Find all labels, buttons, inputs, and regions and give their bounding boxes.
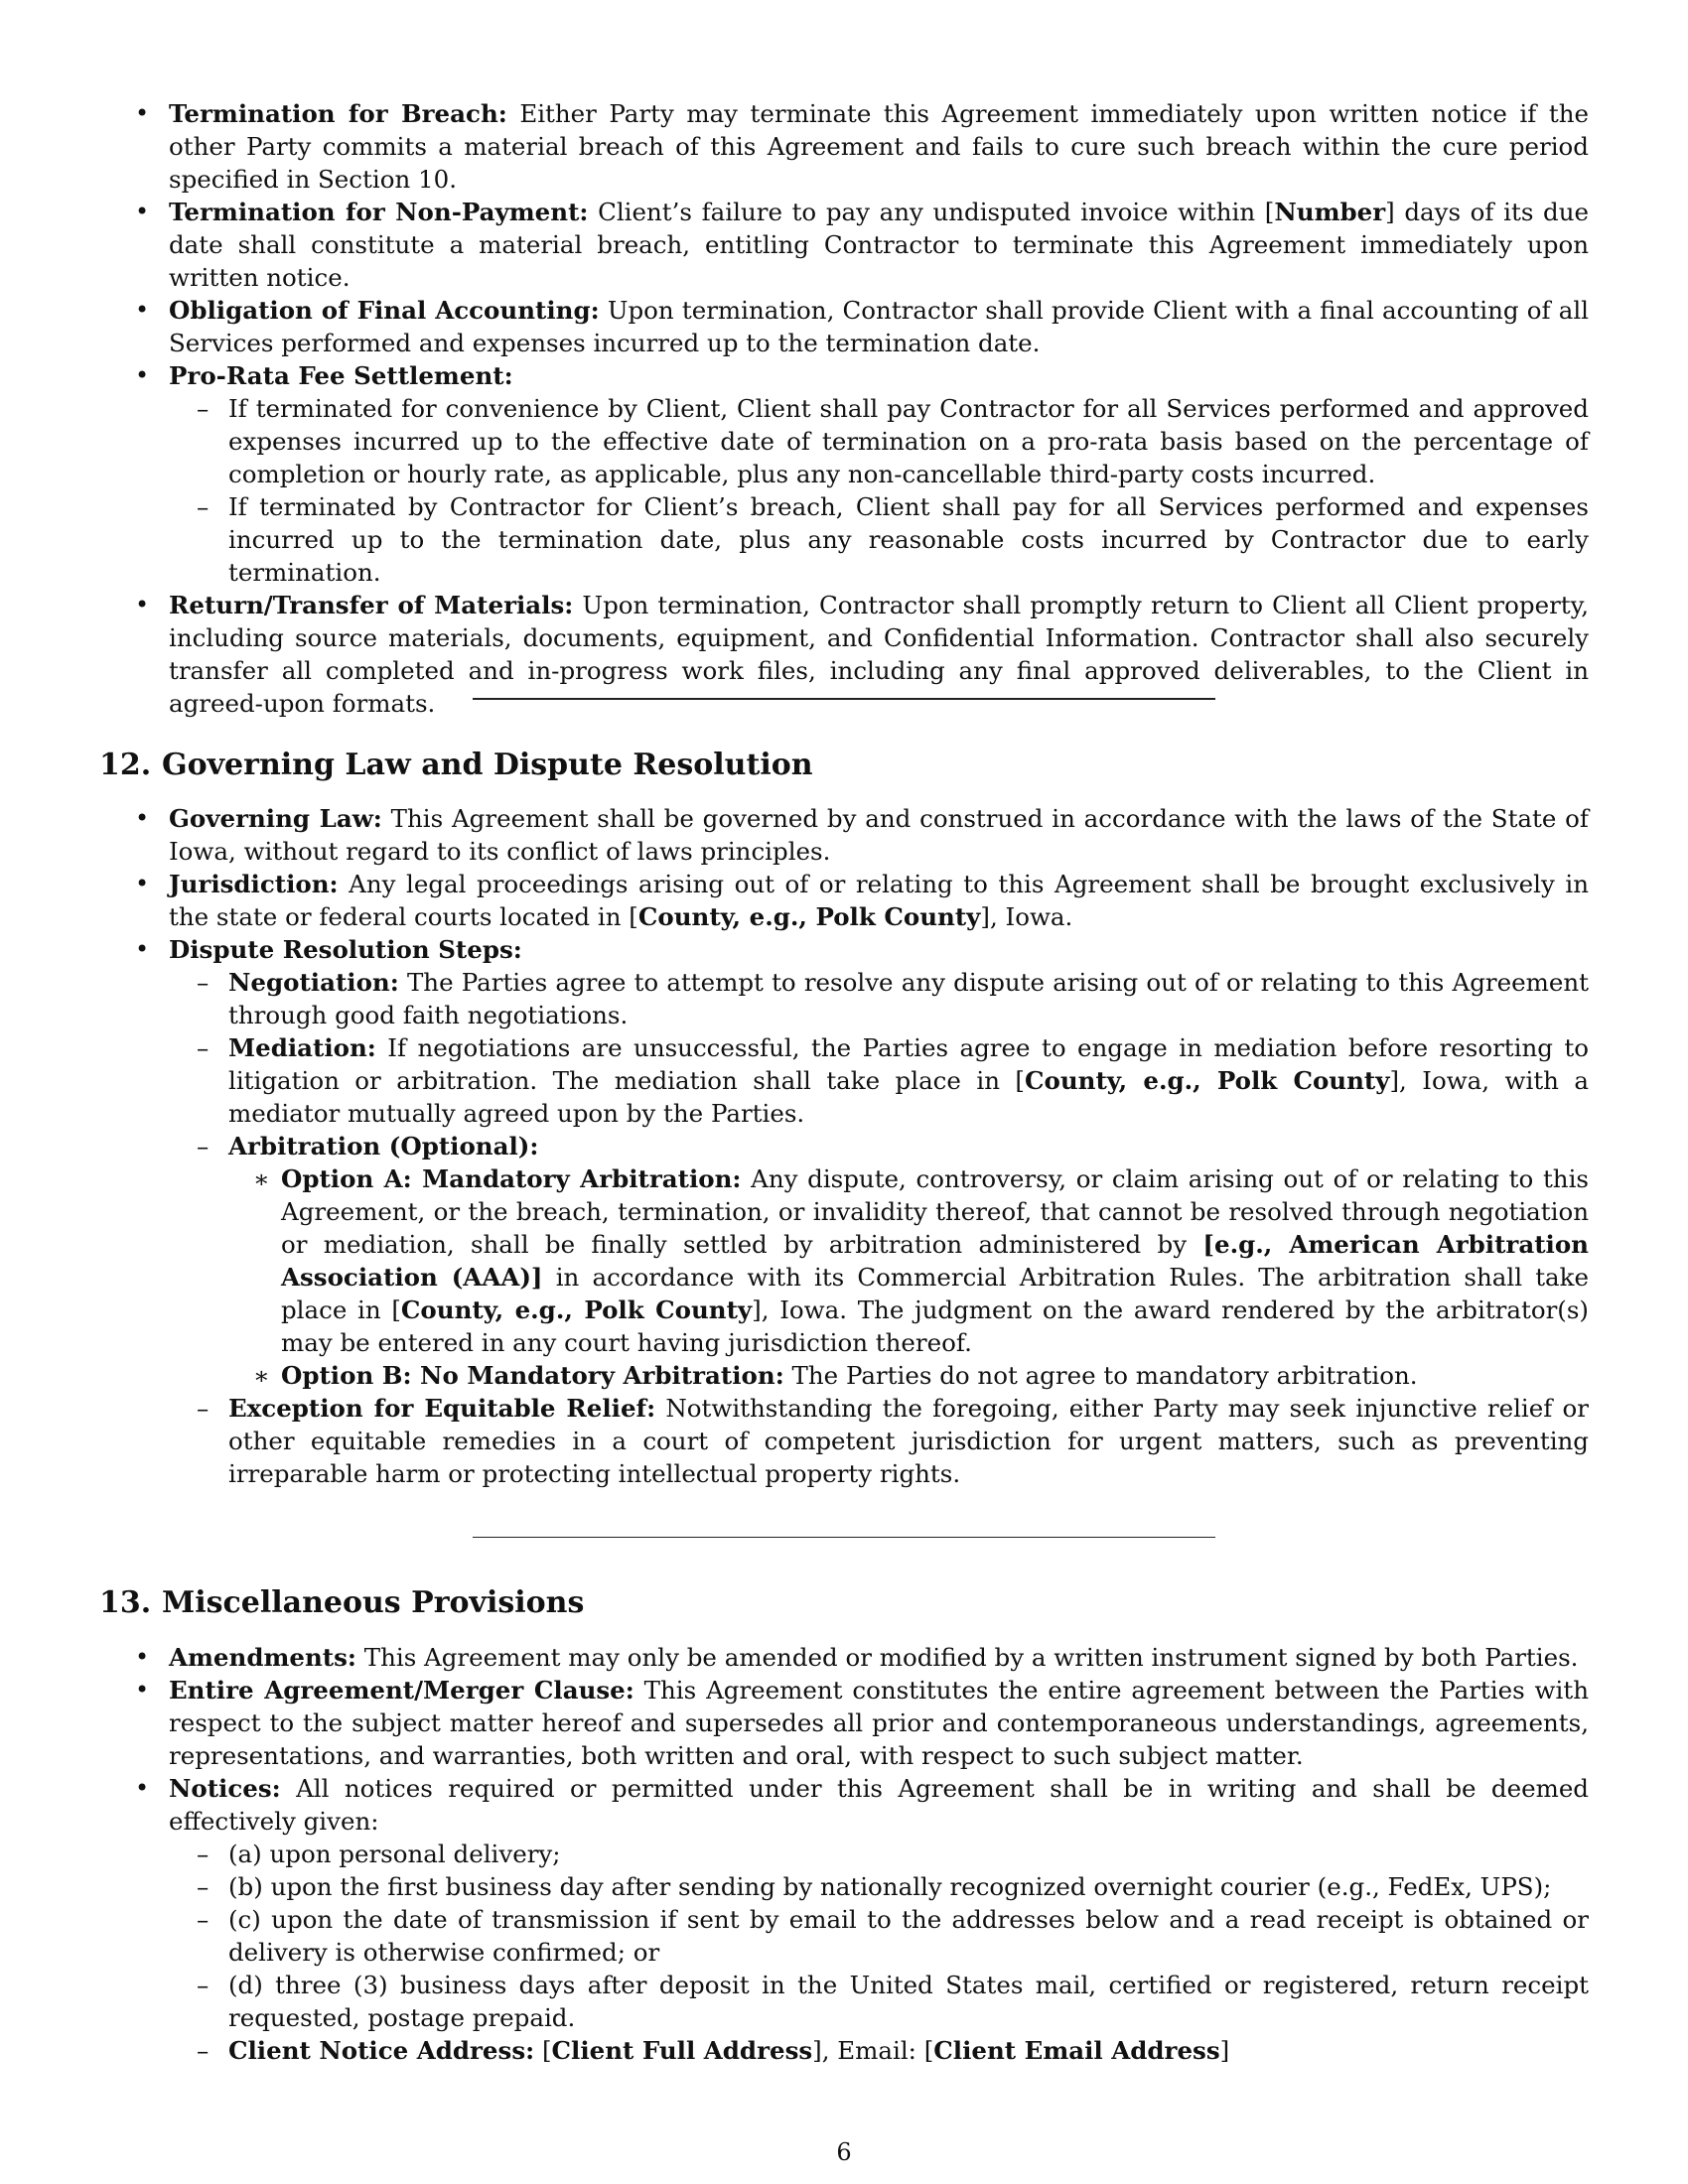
sub-item-arbitration: – Arbitration (Optional): ∗ Option A: Mandatory Arbitration: Any dispute, controversy, or claim arising out of or relating to this Agreement, or the breach, termination, or invalidity thereof, that cannot be resolved through negotiation or mediation, shall be finally settled by arbitration administered by [e.g., American Arbitration Association (AAA)] in accordance with its Commercial Arbitration Rules. The arbitration shall take place in [County, e.g., Polk County], Iowa. The judgment on the award rendered by the arbitrator(s) may be entered in any court having jurisdiction thereof. ∗ Option B: No Mandatory Arbitration: The Parties do not agree to mandatory arbitration. bbox=[99, 1130, 1589, 1392]
client-notice-address: – Client Notice Address: [Client Full Address], Email: [Client Email Address] bbox=[99, 2034, 1589, 2067]
section-12-body bbox=[99, 802, 1589, 1490]
list-item-amendments: • Amendments: This Agreement may only be amended or modified by a written instrument signed by both Parties. bbox=[99, 1641, 1589, 1674]
list-item-termination-breach: • Termination for Breach: Either Party may terminate this Agreement immediately upon written notice if the other Party commits a material breach of this Agreement and fails to cure such breach within the cure period specified in Section 10. bbox=[99, 97, 1589, 196]
list-item-dispute-steps: • Dispute Resolution Steps: – Negotiation: The Parties agree to attempt to resolve any dispute arising out of or relating to this Agreement through good faith negotiations. – Mediation: If negotiations are unsuccessful, the Parties agree to engage in mediation before resorting to litigation or arbitration. The mediation shall take place in [County, e.g., Polk County], Iowa, with a mediator mutually agreed upon by the Parties. – Arbitration (Optional): ∗ Option A: Mandatory Arbitration: Any dispute, controversy, or claim arising out of or relating to this Agreement, or the breach, termination, or invalidity thereof, that cannot be resolved through negotiation or mediation, shall be finally settled by arbitration administered by [e.g., American Arbitration Association (AAA)] in accordance with its Commercial Arbitration Rules. The arbitration shall take place in [County, e.g., Polk County], Iowa. The judgment on the award rendered by the arbitrator(s) may be entered in any court having jurisdiction thereof. ∗ Option B: No Mandatory Arbitration: The Parties do not agree to mandatory arbitration. – Exception for Equitable Relief: Notwithstanding the foregoing, either Party may seek injunctive relief or other equitable remedies in a court of competent jurisdiction for urgent matters, such as preventing irreparable harm or protecting intellectual property rights. bbox=[99, 933, 1589, 1490]
section-11-continued bbox=[99, 97, 1589, 720]
notice-option-b: – (b) upon the first business day after sending by nationally recognized overnight courier (e.g., FedEx, UPS); bbox=[99, 1870, 1589, 1903]
option-a-mandatory-arbitration: ∗ Option A: Mandatory Arbitration: Any dispute, controversy, or claim arising out of or relating to this Agreement, or the breach, termination, or invalidity thereof, that cannot be resolved through negotiation or mediation, shall be finally settled by arbitration administered by [e.g., American Arbitration Association (AAA)] in accordance with its Commercial Arbitration Rules. The arbitration shall take place in [County, e.g., Polk County], Iowa. The judgment on the award rendered by the arbitrator(s) may be entered in any court having jurisdiction thereof. bbox=[99, 1162, 1589, 1359]
sub-item-prorata-breach: – If terminated by Contractor for Client’s breach, Client shall pay for all Services performed and expenses incurred up to the termination date, plus any reasonable costs incurred by Contractor due to early termination. bbox=[99, 490, 1589, 589]
section-13-body bbox=[99, 1641, 1589, 2067]
list-item-final-accounting: • Obligation of Final Accounting: Upon termination, Contractor shall provide Client with a final accounting of all Services performed and expenses incurred up to the termination date. bbox=[99, 294, 1589, 359]
sub-item-mediation: – Mediation: If negotiations are unsuccessful, the Parties agree to engage in mediation before resorting to litigation or arbitration. The mediation shall take place in [County, e.g., Polk County], Iowa, with a mediator mutually agreed upon by the Parties. bbox=[99, 1031, 1589, 1130]
sub-item-equitable-relief: – Exception for Equitable Relief: Notwithstanding the foregoing, either Party may seek injunctive relief or other equitable remedies in a court of competent jurisdiction for urgent matters, such as preventing irreparable harm or protecting intellectual property rights. bbox=[99, 1392, 1589, 1490]
list-item-prorata-fee: • Pro-Rata Fee Settlement: – If terminated for convenience by Client, Client shall pay Contractor for all Services performed and approved expenses incurred up to the effective date of termination on a pro-rata basis based on the percentage of completion or hourly rate, as applicable, plus any non-cancellable third-party costs incurred. – If terminated by Contractor for Client’s breach, Client shall pay for all Services performed and expenses incurred up to the termination date, plus any reasonable costs incurred by Contractor due to early termination. bbox=[99, 359, 1589, 589]
option-b-no-arbitration: ∗ Option B: No Mandatory Arbitration: The Parties do not agree to mandatory arbitration. bbox=[99, 1359, 1589, 1392]
notice-option-d: – (d) three (3) business days after deposit in the United States mail, certified or registered, return receipt requested, postage prepaid. bbox=[99, 1969, 1589, 2034]
list-item-jurisdiction: • Jurisdiction: Any legal proceedings arising out of or relating to this Agreement shall be brought exclusively in the state or federal courts located in [County, e.g., Polk County], Iowa. bbox=[99, 868, 1589, 933]
list-item-termination-nonpayment: • Termination for Non-Payment: Client’s failure to pay any undisputed invoice within [Number] days of its due date shall constitute a material breach, entitling Contractor to terminate this Agreement immediately upon written notice. bbox=[99, 196, 1589, 294]
list-item-governing-law: • Governing Law: This Agreement shall be governed by and construed in accordance with the laws of the State of Iowa, without regard to its conflict of laws principles. bbox=[99, 802, 1589, 868]
list-item-notices: • Notices: All notices required or permitted under this Agreement shall be in writing and shall be deemed effectively given: – (a) upon personal delivery; – (b) upon the first business day after sending by nationally recognized overnight courier (e.g., FedEx, UPS); – (c) upon the date of transmission if sent by email to the addresses below and a read receipt is obtained or delivery is otherwise confirmed; or – (d) three (3) business days after deposit in the United States mail, certified or registered, return receipt requested, postage prepaid. – Client Notice Address: [Client Full Address], Email: [Client Email Address] bbox=[99, 1772, 1589, 2067]
list-item-return-materials: • Return/Transfer of Materials: Upon termination, Contractor shall promptly return to Client all Client property, including source materials, documents, equipment, and Confidential Information. Contractor shall also securely transfer all completed and in-progress work files, including any final approved deliverables, to the Client in agreed-upon formats. bbox=[99, 589, 1589, 720]
page-number: 6 bbox=[836, 2138, 852, 2166]
notice-option-c: – (c) upon the date of transmission if sent by email to the addresses below and a read receipt is obtained or delivery is otherwise confirmed; or bbox=[99, 1903, 1589, 1969]
sub-item-negotiation: – Negotiation: The Parties agree to attempt to resolve any dispute arising out of or relating to this Agreement through good faith negotiations. bbox=[99, 966, 1589, 1031]
sub-item-prorata-convenience: – If terminated for convenience by Client, Client shall pay Contractor for all Services performed and approved expenses incurred up to the effective date of termination on a pro-rata basis based on the percentage of completion or hourly rate, as applicable, plus any non-cancellable third-party costs incurred. bbox=[99, 392, 1589, 490]
notice-option-a: – (a) upon personal delivery; bbox=[99, 1838, 1589, 1870]
section-divider bbox=[473, 698, 1215, 700]
list-item-entire-agreement: • Entire Agreement/Merger Clause: This Agreement constitutes the entire agreement between the Parties with respect to the subject matter hereof and supersedes all prior and contemporaneous understandings, agreements, representations, and warranties, both written and oral, with respect to such subject matter. bbox=[99, 1674, 1589, 1772]
section-divider bbox=[473, 1537, 1215, 1538]
section-12-heading: 12. Governing Law and Dispute Resolution bbox=[99, 748, 813, 782]
section-13-heading: 13. Miscellaneous Provisions bbox=[99, 1585, 585, 1620]
